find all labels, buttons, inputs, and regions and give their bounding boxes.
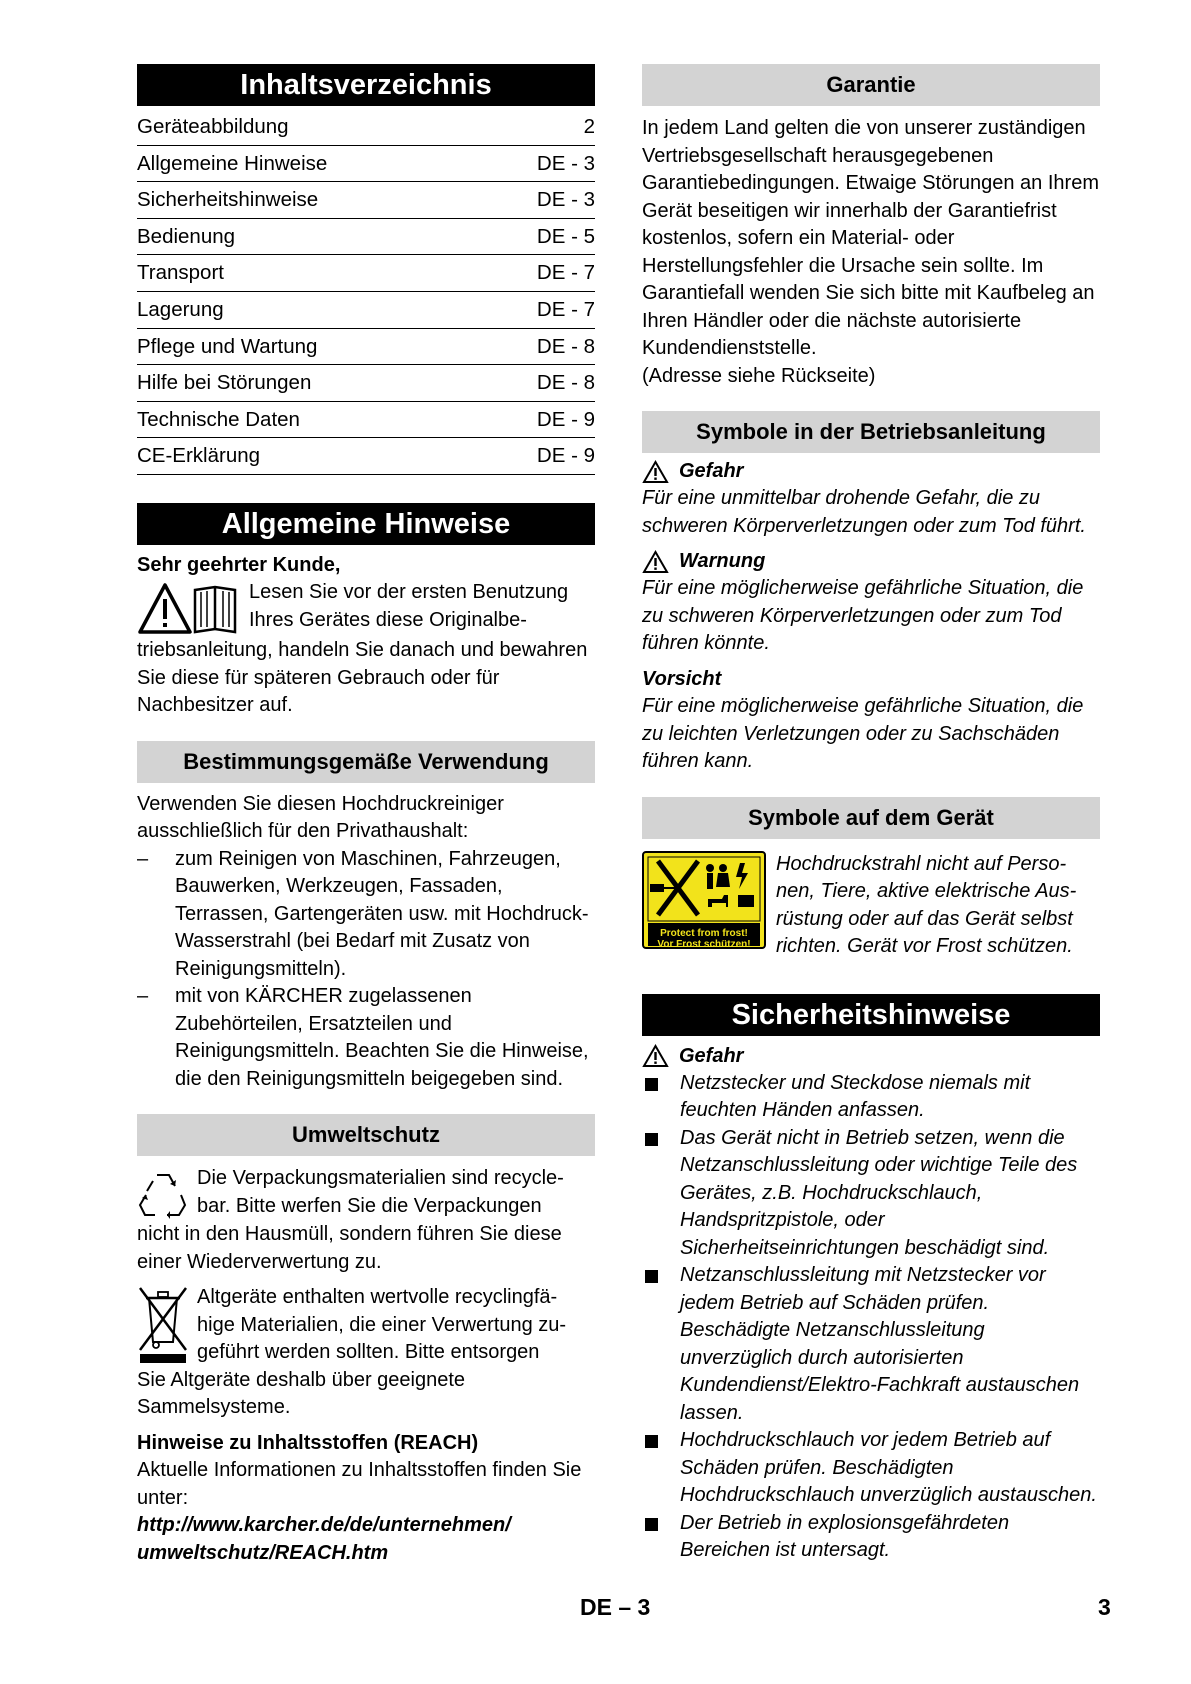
footer-section-page: DE – 3: [580, 1594, 651, 1620]
device-label-text: Protect from frost! Vor Frost schützen!: [657, 927, 751, 950]
crossed-bin-icon: [137, 1284, 189, 1364]
section-title-symbols-manual: Symbole in der Betriebsanleitung: [642, 411, 1100, 453]
list-item: Netzstecker und Steckdose niemals mit feuchten Händen anfassen.: [642, 1070, 1100, 1125]
warning-text: Für eine möglicherweise gefährliche Situation, die zu schweren Körperverletzungen oder zum Tod führen könnte.: [642, 577, 1084, 654]
warning-triangle-icon: [642, 460, 669, 484]
device-text-line: nen, Tiere, aktive elektrische Aus-: [776, 880, 1077, 902]
warranty-text: In jedem Land gelten die von unserer zuständigen Vertriebsgesellschaft herausgegebenen Garantiebedingungen. Etwaige Störungen an Ihrem Gerät beseitigen wir innerhalb der Garantiefrist kostenlos, sofern ein Material- oder Herstellungsfehler die Ursache sein sollte. Im Garantiefall wenden Sie sich bitte mit Kaufbeleg an Ihren Händler oder die nächste autorisierte Kundendienststelle.: [642, 117, 1099, 359]
recycle-rest: nicht in den Hausmüll, sondern führen Sie diese einer Wiederverwertung zu.: [137, 1223, 562, 1273]
list-item: Der Betrieb in explosionsgefährdeten Bereichen ist untersagt.: [642, 1510, 1100, 1565]
usage-text: Verwenden Sie diesen Hochdruckreiniger ausschließlich für den Privathaushalt:: [137, 792, 504, 843]
list-item: Hochdruckschlauch vor jedem Betrieb auf Schäden prüfen. Beschädigten Hochdruckschlauch unverzüglich austauschen.: [642, 1427, 1100, 1510]
list-item: Netzanschlussleitung mit Netzstecker vor jedem Betrieb auf Schäden prüfen. Beschädigte Netzanschlussleitung unverzüglich durch autorisierten Kundendienst/Elektro-Fachkraft austauschen lassen.: [642, 1262, 1100, 1427]
reach-title: Hinweise zu Inhaltsstoffen (REACH): [137, 1431, 479, 1454]
toc-row[interactable]: Geräteabbildung 2: [137, 109, 595, 146]
list-item: Das Gerät nicht in Betrieb setzen, wenn die Netzanschlussleitung oder wichtige Teile des Gerätes, z.B. Hochdruckschlauch, Handspritzpistole, oder Sicherheitseinrichtungen beschädigt sind.: [642, 1125, 1100, 1263]
warning-triangle-icon: [642, 1044, 669, 1068]
intro-block: [137, 579, 595, 720]
footer-page-number: 3: [1098, 1594, 1111, 1620]
reach-link[interactable]: http://www.karcher.de/de/unternehmen/: [137, 1514, 511, 1537]
section-title-usage: Bestimmungsgemäße Verwendung: [137, 741, 595, 783]
toc-row[interactable]: Sicherheitshinweise DE - 3: [137, 182, 595, 219]
toc-row[interactable]: Technische Daten DE - 9: [137, 402, 595, 439]
toc-row[interactable]: Allgemeine Hinweise DE - 3: [137, 146, 595, 183]
weee-block: [137, 1284, 595, 1422]
intro-line: Lesen Sie vor der ersten Benutzung: [249, 581, 569, 604]
toc-row[interactable]: Bedienung DE - 5: [137, 219, 595, 256]
warranty-address: (Adresse siehe Rückseite): [642, 364, 876, 387]
toc-row[interactable]: CE-Erklärung DE - 9: [137, 438, 595, 475]
danger-text: Für eine unmittelbar drohende Gefahr, die zu schweren Körperverletzungen oder zum Tod führt.: [642, 487, 1086, 537]
recycle-line: bar. Bitte werfen Sie die Verpackungen: [197, 1194, 542, 1217]
caution-heading: Vorsicht: [642, 667, 722, 690]
section-title-general: Allgemeine Hinweise: [137, 503, 595, 545]
weee-line: geführt werden sollten. Bitte entsorgen: [197, 1341, 540, 1364]
weee-line: Altgeräte enthalten wertvolle recyclingfä-: [197, 1286, 558, 1309]
section-title-warranty: Garantie: [642, 64, 1100, 106]
recycle-icon: [137, 1169, 189, 1221]
warning-heading: Warnung: [642, 548, 1100, 575]
reach-link[interactable]: umweltschutz/REACH.htm: [137, 1541, 389, 1564]
list-item: – zum Reinigen von Maschinen, Fahrzeugen, Bauwerken, Werkzeugen, Fassaden, Terrassen, Gartengeräten usw. mit Hochdruck-Wasserstrahl (bei Bedarf mit Zusatz von Reinigungsmitteln).: [137, 847, 589, 980]
safety-danger-heading: Gefahr: [642, 1043, 1100, 1070]
device-text-line: richten. Gerät vor Frost schützen.: [776, 935, 1073, 957]
left-column: [137, 64, 595, 1567]
recycle-block: [137, 1165, 595, 1276]
section-title-safety: Sicherheitshinweise: [642, 994, 1100, 1036]
intro-line: Ihres Gerätes diese Originalbe-: [249, 608, 527, 631]
toc-row[interactable]: Hilfe bei Störungen DE - 8: [137, 365, 595, 402]
greeting: Sehr geehrter Kunde,: [137, 553, 341, 576]
toc-title: Inhaltsverzeichnis: [137, 64, 595, 106]
toc-row[interactable]: Pflege und Wartung DE - 8: [137, 329, 595, 366]
section-title-symbols-device: Symbole auf dem Gerät: [642, 797, 1100, 839]
toc-row[interactable]: Lagerung DE - 7: [137, 292, 595, 329]
caution-text: Für eine möglicherweise gefährliche Situation, die zu leichten Verletzungen oder zu Sachschäden führen kann.: [642, 695, 1084, 772]
warning-book-icon: [137, 582, 241, 637]
table-of-contents: [137, 109, 595, 475]
right-column: [642, 64, 1100, 1565]
list-item: – mit von KÄRCHER zugelassenen Zubehörteilen, Ersatzteilen und Reinigungsmitteln. Beachten Sie die Hinweise, die den Reinigungsmitteln beigegeben sind.: [137, 985, 589, 1090]
recycle-line: Die Verpackungsmaterialien sind recycle-: [197, 1167, 564, 1190]
device-text-line: rüstung oder auf das Gerät selbst: [776, 907, 1073, 930]
danger-heading: Gefahr: [642, 458, 1100, 485]
warning-triangle-icon: [642, 550, 669, 574]
reach-text: Aktuelle Informationen zu Inhaltsstoffen finden Sie unter:: [137, 1459, 582, 1509]
weee-line: hige Materialien, die einer Verwertung zu-: [197, 1313, 567, 1336]
device-text-line: Hochdruckstrahl nicht auf Perso-: [776, 852, 1067, 875]
section-title-environment: Umweltschutz: [137, 1114, 595, 1156]
toc-row[interactable]: Transport DE - 7: [137, 255, 595, 292]
device-warning-label-icon: [642, 851, 766, 949]
intro-rest: triebsanleitung, handeln Sie danach und bewahren Sie diese für späteren Gebrauch oder für Nachbesitzer auf.: [137, 639, 588, 717]
device-symbol-block: [642, 851, 1100, 961]
weee-rest: Sie Altgeräte deshalb über geeignete Sammelsysteme.: [137, 1368, 466, 1419]
